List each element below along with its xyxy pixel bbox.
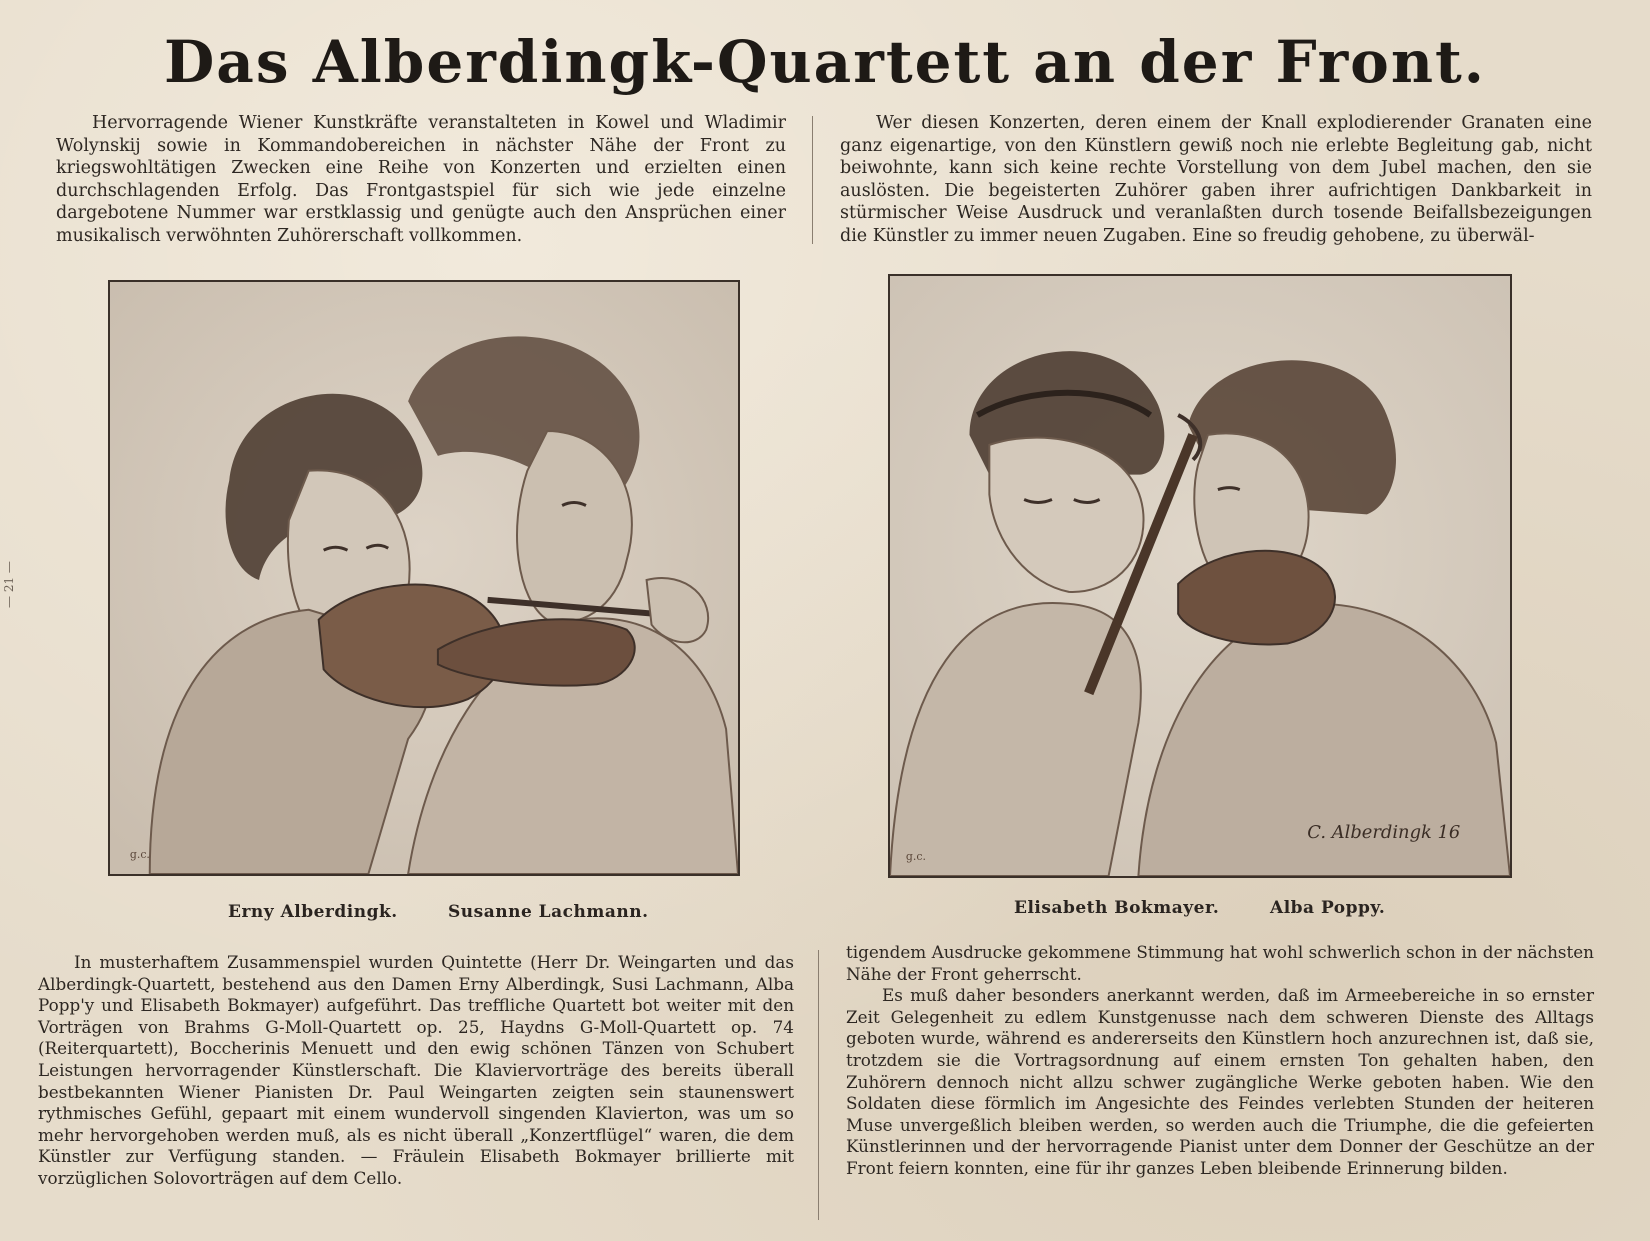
monogram-right: g.c.	[905, 850, 926, 864]
body-left-column	[38, 952, 794, 1222]
column-divider-bottom	[818, 950, 819, 1220]
intro-left-column	[56, 112, 786, 252]
body-right-column	[846, 942, 1594, 1222]
monogram-left: g.c.	[129, 848, 150, 862]
intro-right-column	[840, 112, 1592, 252]
body-right-paragraph-1: tigendem Ausdrucke gekommene Stimmung hat wohl schwerlich schon in der nächsten Nähe der Front geherrscht.	[846, 942, 1594, 984]
body-right-paragraph-2: Es muß daher besonders anerkannt werden, daß im Armeebereiche in so ernster Zeit Gelegenheit zu edlem Kunstgenusse nach dem schweren Dienste des Alltags geboten wurde, während es andererseits den Künstlern hoch anzurechnen ist, daß sie, trotzdem sie die Vortragsordnung auf einem ernsten Ton gehalten haben, den Zuhörern dennoch nicht allzu schwer zugängliche Werke geboten haben. Wie den Soldaten diese förmlich im Angesichte des Feindes verlebten Stunden der heiteren Muse unvergeßlich bleiben werden, so werden auch die Triumphe, die die gefeierten Künstlerinnen und der hervorragende Pianist unter dem Donner der Geschütze an der Front feiern konnten, eine für ihr ganzes Leben bleibende Erinnerung bilden.	[846, 985, 1594, 1178]
intro-left-paragraph: Hervorragende Wiener Kunstkräfte veranstalteten in Kowel und Wladimir Wolynskij sowie in Kommandobereichen in nächster Nähe der Front zu kriegswohltätigen Zwecken eine Reihe von Konzerten und erzielten einen durchschlagenden Erfolg. Das Frontgastspiel für sich wie jede einzelne dargebotene Nummer war erstklassig und genügte auch den Ansprüchen einer musikalisch verwöhnten Zuhörerschaft vollkommen.	[56, 113, 786, 246]
sketch-violinists-icon	[110, 282, 738, 874]
intro-right-paragraph: Wer diesen Konzerten, deren einem der Knall explodierender Granaten eine ganz eigenartige, von den Künstlern gewiß noch nie erlebte Begleitung gab, nicht beiwohnte, kann sich keine rechte Vorstellung von dem Jubel machen, den sie auslösten. Die begeisterten Zuhörer gaben ihrer aufrichtigen Dankbarkeit in stürmischer Weise Ausdruck und veranlaßten durch tosende Beifallsbezeigungen die Künstler zu immer neuen Zugaben. Eine so freudig gehobene, zu überwäl-	[840, 113, 1592, 246]
sketch-cellist-violinist-icon	[890, 276, 1510, 876]
caption-susanne: Susanne Lachmann.	[448, 902, 649, 922]
caption-elisabeth: Elisabeth Bokmayer.	[1014, 898, 1220, 918]
caption-erny: Erny Alberdingk.	[228, 902, 398, 922]
portrait-erny-susanne	[108, 280, 740, 876]
column-divider-top	[812, 116, 813, 244]
caption-alba: Alba Poppy.	[1270, 898, 1386, 918]
article-title: Das Alberdingk-Quartett an der Front.	[164, 28, 1486, 96]
page-marker: — 21 —	[2, 561, 16, 608]
body-left-paragraph: In musterhaftem Zusammenspiel wurden Quintette (Herr Dr. Weingarten und das Alberdingk-Quartett, bestehend aus den Damen Erny Alberdingk, Susi Lachmann, Alba Popp'y und Elisabeth Bokmayer) aufgeführt. Das treffliche Quartett bot weiter mit den Vorträgen von Brahms G-Moll-Quartett op. 25, Haydns G-Moll-Quartett op. 74 (Reiterquartett), Boccherinis Menuett und den ewig schönen Tänzen von Schubert Leistungen hervorragender Künstlerschaft. Die Klaviervorträge des bereits überall bestbekannten Wiener Pianisten Dr. Paul Weingarten zeigten sein staunenswert rythmisches Gefühl, gepaart mit einem wundervoll singenden Klavierton, was um so mehr hervorgehoben werden muß, als es nicht überall „Konzertflügel“ waren, die dem Künstler zur Verfügung standen. — Fräulein Elisabeth Bokmayer brillierte mit vorzüglichen Solovorträgen auf dem Cello.	[38, 952, 794, 1188]
artist-signature: C. Alberdingk 16	[1307, 822, 1461, 844]
portrait-elisabeth-alba	[888, 274, 1512, 878]
